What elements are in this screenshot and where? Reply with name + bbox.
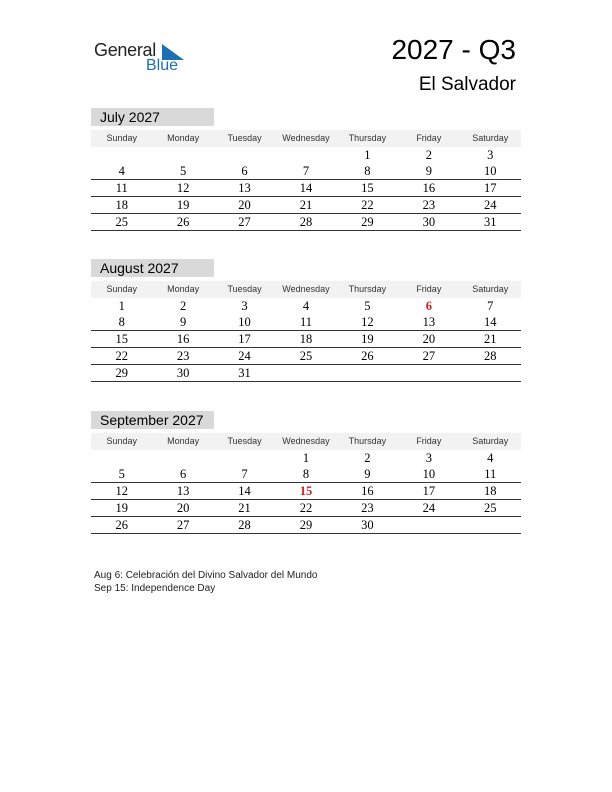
day-cell: 11: [299, 315, 312, 329]
week-row: [91, 365, 521, 382]
day-cell: 6: [180, 467, 187, 481]
day-cell: 26: [176, 215, 190, 229]
day-cell: 30: [176, 366, 190, 380]
day-cell: 16: [422, 181, 436, 195]
day-cell: 13: [422, 315, 436, 329]
weekday-label: Wednesday: [282, 436, 330, 446]
weekday-header-row: [91, 433, 521, 450]
day-cell: 24: [422, 501, 436, 515]
day-cell: 14: [299, 181, 313, 195]
weekday-label: Sunday: [106, 284, 137, 294]
day-cell: 7: [241, 467, 248, 481]
month-name: September 2027: [100, 412, 204, 428]
day-cell: 5: [364, 299, 371, 313]
day-cell: 23: [422, 198, 436, 212]
day-cell: 29: [299, 518, 313, 532]
day-cell: 19: [115, 501, 128, 515]
day-cell: 24: [483, 198, 497, 212]
day-cell: 28: [299, 215, 313, 229]
day-cell: 10: [238, 315, 251, 329]
week-row: [91, 298, 521, 314]
day-cell: 28: [483, 349, 497, 363]
day-cell: 17: [238, 332, 251, 346]
day-cell: [91, 450, 152, 466]
weekday-header-row: [91, 281, 521, 298]
day-cell: 10: [422, 467, 436, 481]
day-cell: 3: [241, 299, 248, 313]
day-cell: [214, 147, 275, 163]
week-row: [91, 214, 521, 231]
day-cell: 26: [361, 349, 374, 363]
day-cell: 1: [302, 451, 310, 465]
weekday-label: Monday: [167, 436, 200, 446]
month-label: [91, 411, 214, 429]
weekday-label: Thursday: [348, 284, 387, 294]
day-cell: 4: [302, 299, 310, 313]
day-cell: 13: [176, 484, 190, 498]
day-cell: 26: [115, 518, 128, 532]
day-cell: [398, 517, 459, 533]
day-cell: 27: [176, 518, 190, 532]
week-row: [91, 147, 521, 163]
day-cell: 25: [115, 215, 128, 229]
day-cell: 6: [241, 164, 248, 178]
day-cell: 20: [176, 501, 190, 515]
month-block: [91, 259, 521, 382]
day-cell: 16: [176, 332, 190, 346]
day-cell: 19: [361, 332, 374, 346]
month-name: July 2027: [100, 109, 160, 125]
day-cell: [398, 365, 459, 381]
day-cell: 13: [238, 181, 251, 195]
holiday-day-cell: 15: [299, 484, 313, 498]
day-cell: [275, 147, 336, 163]
day-cell: 4: [487, 451, 494, 465]
weekday-label: Monday: [167, 133, 200, 143]
day-cell: 25: [299, 349, 313, 363]
day-cell: 31: [483, 215, 497, 229]
weekday-label: Sunday: [106, 133, 137, 143]
day-cell: 21: [483, 332, 497, 346]
month-name: August 2027: [100, 260, 179, 276]
day-cell: 7: [487, 299, 494, 313]
week-row: [91, 483, 521, 500]
weekday-label: Friday: [416, 436, 442, 446]
day-cell: [460, 517, 521, 533]
day-cell: 4: [118, 164, 125, 178]
day-cell: [337, 365, 398, 381]
day-cell: 30: [422, 215, 436, 229]
week-row: [91, 450, 521, 466]
day-cell: 12: [176, 181, 190, 195]
day-cell: [214, 450, 275, 466]
weekday-label: Friday: [416, 284, 442, 294]
day-cell: 1: [118, 299, 125, 313]
week-row: [91, 197, 521, 214]
day-cell: 1: [364, 148, 371, 162]
day-cell: 12: [115, 484, 128, 498]
weekday-label: Tuesday: [227, 436, 262, 446]
day-cell: 9: [364, 467, 371, 481]
day-cell: 23: [361, 501, 374, 515]
day-cell: 14: [238, 484, 251, 498]
day-cell: 2: [364, 451, 371, 465]
month-block: [91, 411, 521, 534]
day-cell: 5: [118, 467, 125, 481]
weekday-label: Saturday: [472, 133, 509, 143]
month-block: [91, 108, 521, 231]
day-cell: 22: [299, 501, 313, 515]
day-cell: 8: [364, 164, 371, 178]
day-cell: 24: [238, 349, 251, 363]
holiday-note: Aug 6: Celebración del Divino Salvador del Mundo: [94, 570, 318, 581]
logo-general-text: General: [94, 40, 156, 60]
day-cell: 11: [115, 181, 128, 195]
day-cell: 28: [238, 518, 251, 532]
day-cell: 11: [484, 467, 497, 481]
weekday-label: Saturday: [472, 436, 509, 446]
day-cell: 10: [483, 164, 497, 178]
logo-blue-text: Blue: [146, 57, 179, 74]
day-cell: 15: [115, 332, 128, 346]
week-row: [91, 348, 521, 365]
weekday-label: Wednesday: [282, 284, 330, 294]
day-cell: 2: [425, 148, 432, 162]
day-cell: 22: [361, 198, 374, 212]
day-cell: 20: [238, 198, 251, 212]
day-cell: 14: [483, 315, 497, 329]
weekday-header-row: [91, 130, 521, 147]
day-cell: 9: [425, 164, 432, 178]
day-cell: 18: [115, 198, 128, 212]
day-cell: [91, 147, 152, 163]
day-cell: 18: [299, 332, 313, 346]
weekday-label: Thursday: [348, 133, 387, 143]
week-row: [91, 314, 521, 331]
day-cell: [275, 365, 336, 381]
day-cell: 5: [180, 164, 187, 178]
day-cell: 21: [238, 501, 251, 515]
day-cell: 21: [299, 198, 313, 212]
weekday-label: Friday: [416, 133, 442, 143]
weekday-label: Sunday: [106, 436, 137, 446]
holiday-day-cell: 6: [425, 299, 432, 313]
day-cell: 17: [483, 181, 497, 195]
day-cell: 30: [361, 518, 374, 532]
day-cell: 31: [238, 366, 251, 380]
day-cell: 7: [302, 164, 310, 178]
day-cell: 27: [422, 349, 436, 363]
day-cell: [152, 147, 213, 163]
day-cell: [152, 450, 213, 466]
day-cell: 8: [302, 467, 310, 481]
day-cell: 19: [176, 198, 190, 212]
week-row: [91, 500, 521, 517]
generalblue-logo: [94, 40, 194, 80]
week-row: [91, 163, 521, 180]
day-cell: 20: [422, 332, 436, 346]
day-cell: 3: [425, 451, 432, 465]
weekday-label: Tuesday: [227, 284, 262, 294]
day-cell: 18: [483, 484, 497, 498]
week-row: [91, 180, 521, 197]
week-row: [91, 466, 521, 483]
weekday-label: Thursday: [348, 436, 387, 446]
day-cell: 3: [487, 148, 494, 162]
page-title: 2027 - Q3: [391, 34, 516, 65]
day-cell: 12: [361, 315, 374, 329]
weekday-label: Wednesday: [282, 133, 330, 143]
day-cell: 8: [118, 315, 125, 329]
day-cell: 27: [238, 215, 251, 229]
weekday-label: Tuesday: [227, 133, 262, 143]
weekday-label: Saturday: [472, 284, 509, 294]
day-cell: 29: [115, 366, 128, 380]
weekday-label: Monday: [167, 284, 200, 294]
day-cell: 17: [422, 484, 436, 498]
country-name: El Salvador: [418, 74, 516, 95]
week-row: [91, 331, 521, 348]
day-cell: 22: [115, 349, 128, 363]
day-cell: 2: [180, 299, 187, 313]
day-cell: 15: [361, 181, 374, 195]
holiday-note: Sep 15: Independence Day: [94, 583, 216, 594]
month-label: [91, 108, 214, 126]
holiday-notes: [94, 569, 317, 595]
day-cell: [460, 365, 521, 381]
day-cell: 16: [361, 484, 374, 498]
month-label: [91, 259, 214, 277]
week-row: [91, 517, 521, 534]
day-cell: 29: [361, 215, 374, 229]
day-cell: 23: [176, 349, 190, 363]
day-cell: 9: [180, 315, 187, 329]
day-cell: 25: [483, 501, 497, 515]
